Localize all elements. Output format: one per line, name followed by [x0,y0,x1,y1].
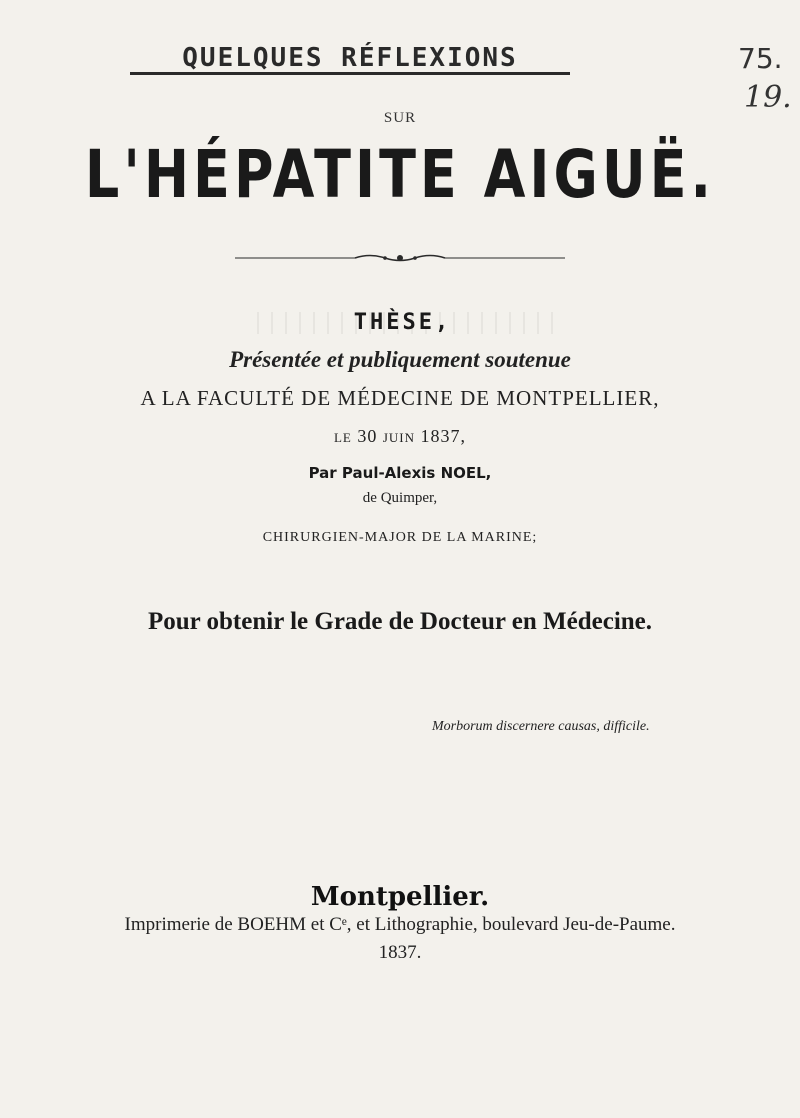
latin-motto: Morborum discernere causas, difficile. [432,719,650,734]
date-month: JUIN [382,430,416,445]
faculty-line: A LA FACULTÉ DE MÉDECINE DE MONTPELLIER, [140,386,660,410]
header-title: QUELQUES RÉFLEXIONS [130,44,570,75]
degree-line: Pour obtenir le Grade de Docteur en Médecine. [147,608,653,635]
main-title: L'HÉPATITE AIGUË. [84,136,716,213]
date-year: 1837, [420,426,467,446]
title-preposition: SUR [383,110,417,126]
imprint-city: Montpellier. [310,882,490,912]
thesis-heading: THÈSE, [245,312,560,334]
rank-line: CHIRURGIEN-MAJOR DE LA MARINE; [262,530,538,545]
imprint-year: 1837. [378,942,422,963]
handwritten-number: 19. [744,80,792,115]
origin-line: de Quimper, [362,490,438,506]
date-day: 30 [357,426,378,446]
imprint-printer: Imprimerie de BOEHM et Cᵉ, et Lithographie, boulevard Jeu-de-Paume. [124,914,676,935]
date-prefix: LE [333,430,352,445]
ornament-divider [235,250,565,266]
page-number: 75. [738,42,783,75]
author-line: Par Paul-Alexis NOEL, [308,464,492,482]
presented-line: Présentée et publiquement soutenue [229,347,571,372]
defense-date [0,426,800,447]
